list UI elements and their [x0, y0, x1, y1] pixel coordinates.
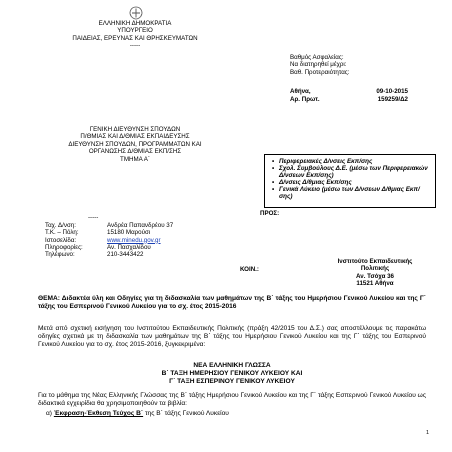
contact-row	[45, 229, 173, 236]
date-value: 09-10-2015	[376, 88, 408, 95]
protocol-value: 159259/Δ2	[377, 95, 408, 103]
date-protocol	[290, 88, 408, 103]
recipient-item: • Σχολ. Συμβούλους Δ.Ε. (μέσω των Περιφερειακών Δ/νσεων Εκπ/σης)	[279, 165, 432, 179]
cc-label: ΚΟΙΝ.:	[240, 266, 259, 273]
to-label: ΠΡΟΣ:	[260, 210, 280, 217]
intro-paragraph: Μετά από σχετική εισήγηση του Ινστιτούτου Εκπαιδευτικής Πολιτικής (πράξη 42/2015 του Δ.Σ.) σας αποστέλλουμε τις παρακάτω οδηγίες σχετικά με τη διδασκαλία των μαθημάτων της Β΄ τάξης του Ημερήσιου Γενικού Λυκείου και της Γ΄ τάξης του Εσπερινού Γενικού Λυκείου για το σχ. έτος 2015-2016, ξυγκεκριμένα:	[38, 325, 426, 348]
directorate-header	[60, 126, 210, 163]
date-label: Αθήνα,	[290, 88, 311, 95]
directorate-line: Π/ΘΜΙΑΣ ΚΑΙ Δ/ΘΜΙΑΣ ΕΚΠΑΙΔΕΥΣΗΣ	[80, 133, 190, 141]
contact-row	[45, 237, 173, 244]
contact-row	[45, 222, 173, 229]
item-a-prefix: α)	[46, 410, 53, 417]
directorate-line: ΤΜΗΜΑ Α΄	[120, 155, 150, 163]
directorate-line: ΟΡΓΑΝΩΣΗΣ Δ/ΘΜΙΑΣ ΕΚΠ/ΣΗΣ	[88, 148, 182, 156]
contact-info	[45, 222, 173, 258]
section-heading-line: Β΄ ΤΑΞΗ ΗΜΕΡΗΣΙΟΥ ΓΕΝΙΚΟΥ ΛΥΚΕΙΟΥ ΚΑΙ	[161, 370, 303, 377]
recipients-list	[271, 158, 432, 200]
cc-address-line: Πολιτικής	[360, 265, 390, 273]
contact-key: Πληροφορίες:	[45, 243, 83, 251]
ministry-header	[60, 20, 210, 50]
contact-key: Τ.Κ. – Πόλη:	[45, 229, 79, 237]
recipient-item: • Δ/νσεις Δ/θμιας Εκπ/σης	[279, 179, 432, 186]
section-heading	[38, 362, 426, 386]
security-level: Βαθμός Ασφαλείας:	[290, 54, 344, 61]
protocol-label: Αρ. Πρωτ.	[290, 95, 320, 103]
book-item-a	[46, 410, 229, 418]
separator: -----	[88, 214, 99, 221]
contact-value: 15180 Μαρούσι	[107, 229, 151, 237]
section-heading-line: Γ΄ ΤΑΞΗ ΕΣΠΕΡΙΝΟΥ ΓΕΝΙΚΟΥ ΛΥΚΕΙΟΥ	[169, 378, 295, 385]
books-paragraph: Για το μάθημα της Νέας Ελληνικής Γλώσσας της Β΄ τάξης Ημερήσιου Γενικού Λυκείου και της Γ΄ τάξης Εσπερινού Γενικού Λυκείου ως διδακτικά εγχειρίδια θα χρησιμοποιηθούν τα βιβλία:	[38, 392, 426, 407]
greek-emblem-icon	[128, 6, 144, 20]
subject-paragraph: ΘΕΜΑ: Διδακτέα ύλη και Οδηγίες για τη διδασκαλία των μαθημάτων της Β΄ τάξης του Ημερήσιου Γενικού Λυκείου και της Γ΄ τάξης του Εσπερινού Γενικού Λυκείου για το σχ. έτος 2015-2016	[38, 295, 426, 310]
priority: Βαθ. Προτεραιότητας:	[290, 68, 350, 76]
cc-address	[330, 258, 420, 288]
contact-key: Τηλέφωνο:	[45, 251, 75, 259]
cc-address-line: Αν. Τσόχα 36	[356, 272, 394, 280]
recipient-item: • Γενικά Λύκειο (μέσω των Δ/νσεων Δ/θμιας Εκπ/σης)	[279, 186, 432, 200]
cc-address-line: 11521 Αθήνα	[356, 280, 394, 288]
document-meta	[290, 54, 349, 76]
contact-value: Αν. Πασχαλίδου	[107, 243, 151, 251]
ministry-line: ΥΠΟΥΡΓΕΙΟ	[117, 27, 153, 35]
ministry-line: ΠΑΙΔΕΙΑΣ, ΕΡΕΥΝΑΣ ΚΑΙ ΘΡΗΣΚΕΥΜΑΤΩΝ	[72, 34, 198, 42]
ministry-line: -----	[129, 42, 141, 50]
contact-key: Ιστοσελίδα:	[45, 236, 77, 244]
contact-row	[45, 244, 173, 251]
section-heading-line: ΝΕΑ ΕΛΛΗΝΙΚΗ ΓΛΩΣΣΑ	[193, 362, 271, 369]
directorate-line: ΔΙΕΥΘΥΝΣΗ ΣΠΟΥΔΩΝ, ΠΡΟΓΡΑΜΜΑΤΩΝ ΚΑΙ	[68, 140, 202, 148]
ministry-line: ΕΛΛΗΝΙΚΗ ΔΗΜΟΚΡΑΤΙΑ	[98, 20, 172, 27]
website-link[interactable]: www.minedu.gov.gr	[107, 236, 161, 244]
item-a-title: Έκφραση-Έκθεση Τεύχος Β΄	[53, 410, 144, 417]
contact-key: Ταχ. Δ/νση:	[45, 222, 76, 229]
item-a-rest: της Β΄ τάξης Γενικού Λυκείου	[144, 410, 229, 417]
page-number: 1	[426, 430, 430, 436]
recipient-item: • Περιφερειακές Δ/νσεις Εκπ/σης	[279, 158, 432, 165]
directorate-line: ΓΕΝΙΚΗ ΔΙΕΥΘΥΝΣΗ ΣΠΟΥΔΩΝ	[89, 126, 181, 133]
contact-value: 210-3443422	[107, 251, 144, 259]
contact-row	[45, 251, 173, 258]
retention: Να διατηρηθεί μέχρι:	[290, 61, 347, 69]
cc-address-line: Ινστιτούτο Εκπαιδευτικής	[337, 258, 413, 265]
recipients-box	[264, 154, 436, 208]
contact-value: Ανδρέα Παπανδρέου 37	[107, 222, 174, 229]
